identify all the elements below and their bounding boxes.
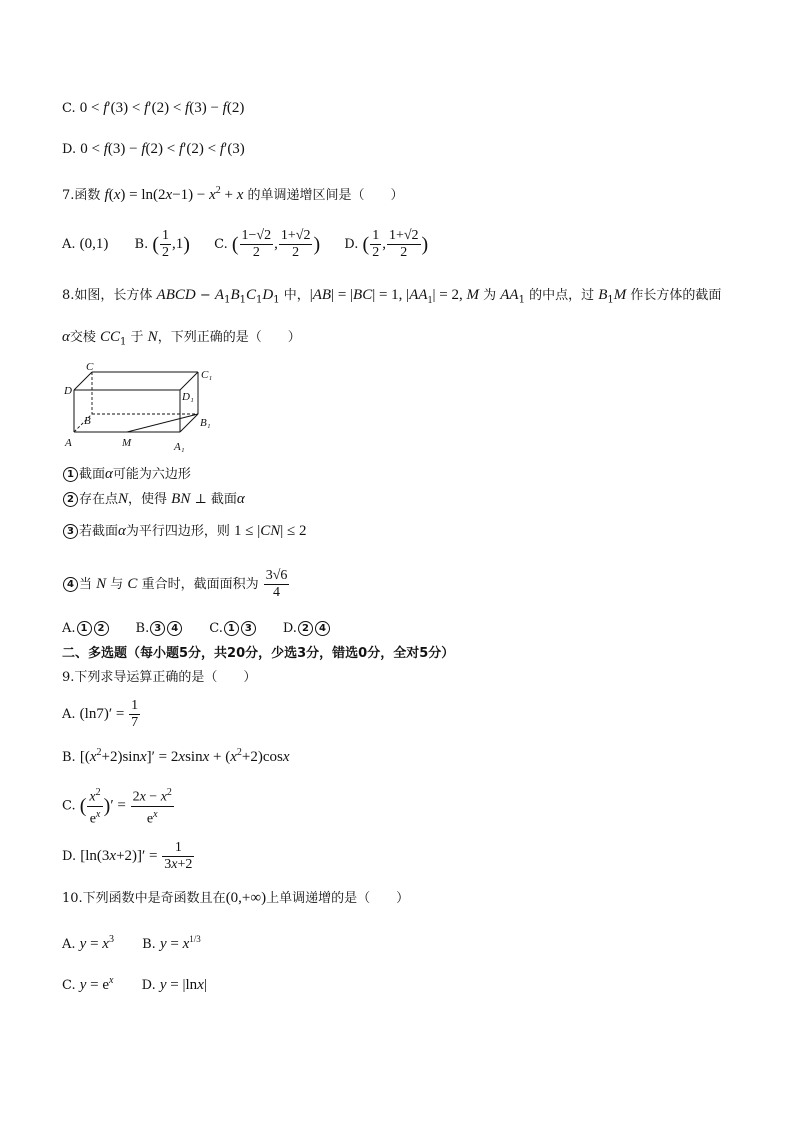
label-b1: B₁ — [200, 417, 211, 429]
q8-statement-4: 4 当 N 与 C 重合时，截面面积为 $\frac{3√6}{4}$ — [62, 566, 290, 603]
q9-stem: 9.下列求导运算正确的是（ ） — [62, 670, 257, 685]
q10-option-d: D. y = |lnx| — [141, 977, 207, 993]
label-a1: A₁ — [174, 441, 185, 453]
q7-option-b: B. ( $\frac{1}{2}$ ,1) — [134, 228, 190, 260]
q10-options-cd — [62, 972, 207, 995]
section-multiple-choice-header: 二、多选题（每小题5分，共20分，少选3分，错选0分，全对5分） — [62, 646, 455, 661]
cuboid-figure — [62, 362, 222, 462]
label-c1: C₁ — [201, 369, 213, 381]
q8-stem-line1: 8.如图，长方体 ABCD − $A_1B_1C_1D_1$ 中，|AB| = |BC| = 1, $|AA_1| = 2$, M 为 $AA_1$ 的中点，过 $B_1M$ 作长方体的截面 — [62, 287, 722, 306]
q8-choices: A. 1 2 B. 3 4 C. 1 3 D. 2 4 — [62, 620, 331, 638]
q7-option-d: D. ( $\frac{1}{2}$ , $\frac{1+√2}{2}$ ) — [344, 228, 429, 260]
q7-stem: 7.函数 $f(x) = \ln(2x-1) - x^2 + x$ 的单调递增区间是（ ） — [62, 185, 404, 203]
label-m: M — [122, 437, 132, 449]
q10-options-ab — [62, 930, 201, 954]
q7-option-c: C. ( $\frac{1-√2}{2}$ , $\frac{1+√2}{2}$ ) — [214, 228, 321, 260]
q7-options — [62, 226, 428, 263]
q10-option-b: B. $y = x^{1/3}$ — [142, 934, 201, 952]
label-a: A — [65, 437, 72, 449]
label-d: D — [64, 385, 72, 397]
q7-option-a: A. (0,1) — [62, 236, 109, 252]
q10-option-a: A. $y = x^3$ — [62, 934, 114, 952]
q6-option-d: D. 0 < f(3) − f(2) < f′(2) < f′(3) — [62, 141, 245, 157]
q8-stem-line2: α交棱 $CC_1$ 于 N，下列正确的是（ ） — [62, 329, 301, 348]
q6-option-c: C. 0 < f′(3) < f′(2) < f(3) − f(2) — [62, 100, 245, 116]
label-c: C — [86, 362, 94, 373]
q10-option-c: C. $y = e^x$ — [62, 975, 114, 993]
q9-option-c: C. ( $\frac{x^2}{e^x}$ )′ = $\frac{2x - x^2}{e^x}$ — [62, 787, 172, 827]
q8-statement-3: 3 若截面α为平行四边形，则 1 ≤ |CN| ≤ 2 — [62, 522, 307, 541]
q9-option-b: B. $[(x^2+2)\sin x]' = 2xsinx + (x^2+2)\cos x$ — [62, 747, 290, 765]
q9-option-d: D. [ln(3x+2)]′ = $\frac{1}{3x+2}$ — [62, 840, 193, 872]
q9-option-a: A. (ln7)′ = $\frac{1}{7}$ — [62, 698, 139, 730]
label-d1: D₁ — [182, 391, 194, 403]
q8-statement-1: 1 截面α可能为六边形 — [62, 465, 191, 484]
q8-statement-2: 2 存在点N，使得 BN ⊥ 截面α — [62, 490, 245, 509]
label-b: B — [84, 415, 91, 427]
q10-stem: 10.下列函数中是奇函数且在(0,+∞)上单调递增的是（ ） — [62, 890, 410, 906]
